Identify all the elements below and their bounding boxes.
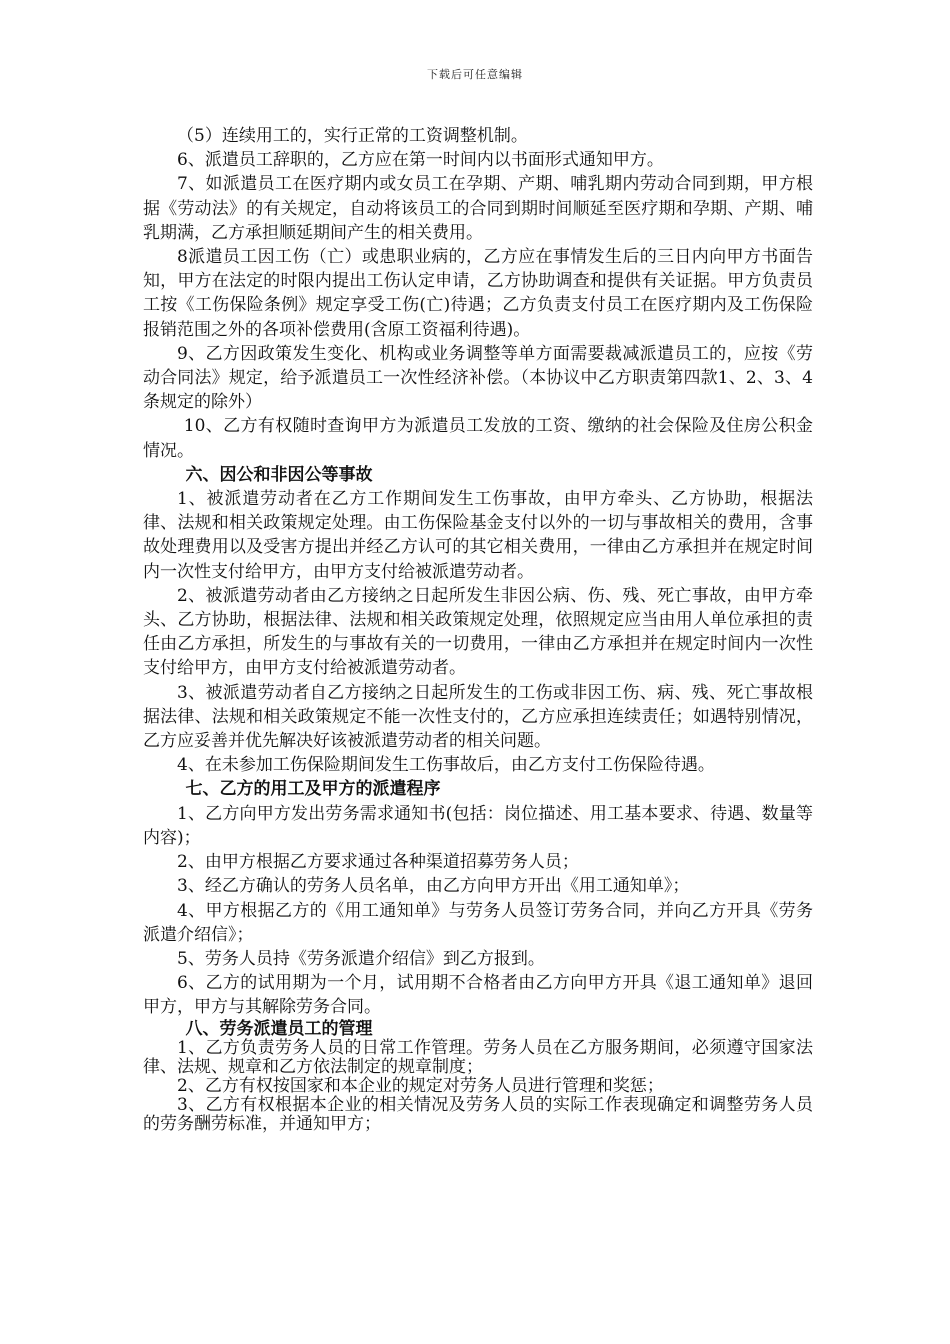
paragraph: 4、甲方根据乙方的《用工通知单》与劳务人员签订劳务合同，并向乙方开具《劳务派遣介绍信》； — [143, 900, 813, 945]
section-heading-8: 八、劳务派遣员工的管理 — [185, 1018, 373, 1039]
paragraph: 2、被派遣劳动者由乙方接纳之日起所发生非因公病、伤、残、死亡事故，由甲方牵头、乙方协助，根据法律、法规和相关政策规定处理，依照规定应当由用人单位承担的责任由乙方承担，所发生的与事故有关的一切费用，一律由乙方承担并在规定时间内一次性支付给甲方，由甲方支付给被派遣劳动者。 — [143, 585, 813, 679]
paragraph: 1、乙方负责劳务人员的日常工作管理。劳务人员在乙方服务期间，必须遵守国家法律、法规、规章和乙方依法制定的规章制度； — [143, 1037, 813, 1077]
paragraph: 8派遣员工因工伤（亡）或患职业病的，乙方应在事情发生后的三日内向甲方书面告知，甲方在法定的时限内提出工伤认定申请，乙方协助调查和提供有关证据。甲方负责员工按《工伤保险条例》规定享受工伤(亡)待遇；乙方负责支付员工在医疗期内及工伤保险报销范围之外的各项补偿费用(含原工资福利待遇)。 — [143, 247, 813, 340]
paragraph: 9、乙方因政策发生变化、机构或业务调整等单方面需要裁减派遣员工的，应按《劳动合同法》规定，给予派遣员工一次性经济补偿。（本协议中乙方职责第四款1、2、3、4条规定的除外） — [143, 343, 813, 413]
paragraph: 5、劳务人员持《劳务派遣介绍信》到乙方报到。 — [177, 948, 545, 969]
section-heading-6: 六、因公和非因公等事故 — [185, 464, 373, 485]
paragraph: 4、在未参加工伤保险期间发生工伤事故后，由乙方支付工伤保险待遇。 — [177, 755, 715, 776]
paragraph: 10、乙方有权随时查询甲方为派遣员工发放的工资、缴纳的社会保险及住房公积金情况。 — [143, 416, 813, 461]
document-body — [143, 124, 813, 1134]
paragraph: 1、乙方向甲方发出劳务需求通知书(包括：岗位描述、用工基本要求、待遇、数量等内容)； — [143, 803, 813, 848]
paragraph: 7、如派遣员工在医疗期内或女员工在孕期、产期、哺乳期内劳动合同到期，甲方根据《劳动法》的有关规定，自动将该员工的合同到期时间顺延至医疗期和孕期、产期、哺乳期满，乙方承担顺延期间产生的相关费用。 — [143, 174, 813, 243]
paragraph: 2、乙方有权按国家和本企业的规定对劳务人员进行管理和奖惩； — [177, 1075, 664, 1096]
paragraph: 6、派遣员工辞职的，乙方应在第一时间内以书面形式通知甲方。 — [177, 150, 664, 171]
page-header-note: 下载后可任意编辑 — [427, 68, 523, 81]
paragraph: （5）连续用工的，实行正常的工资调整机制。 — [177, 126, 528, 146]
paragraph: 1、被派遣劳动者在乙方工作期间发生工伤事故，由甲方牵头、乙方协助，根据法律、法规和相关政策规定处理。由工伤保险基金支付以外的一切与事故相关的费用，含事故处理费用以及受害方提出并经乙方认可的其它相关费用，一律由乙方承担并在规定时间内一次性支付给甲方，由甲方支付给被派遣劳动者。 — [143, 489, 813, 582]
paragraph: 6、乙方的试用期为一个月，试用期不合格者由乙方向甲方开具《退工通知单》退回甲方，甲方与其解除劳务合同。 — [143, 973, 813, 1018]
section-heading-7: 七、乙方的用工及甲方的派遣程序 — [185, 779, 441, 800]
paragraph: 3、被派遣劳动者自乙方接纳之日起所发生的工伤或非因工伤、病、残、死亡事故根据法律、法规和相关政策规定不能一次性支付的，乙方应承担连续责任；如遇特别情况，乙方应妥善并优先解决好该被派遣劳动者的相关问题。 — [143, 682, 813, 752]
paragraph: 3、乙方有权根据本企业的相关情况及劳务人员的实际工作表现确定和调整劳务人员的劳务酬劳标准，并通知甲方； — [143, 1094, 813, 1134]
paragraph: 3、经乙方确认的劳务人员名单，由乙方向甲方开出《用工通知单》； — [177, 876, 690, 897]
paragraph: 2、由甲方根据乙方要求通过各种渠道招募劳务人员； — [177, 852, 579, 873]
